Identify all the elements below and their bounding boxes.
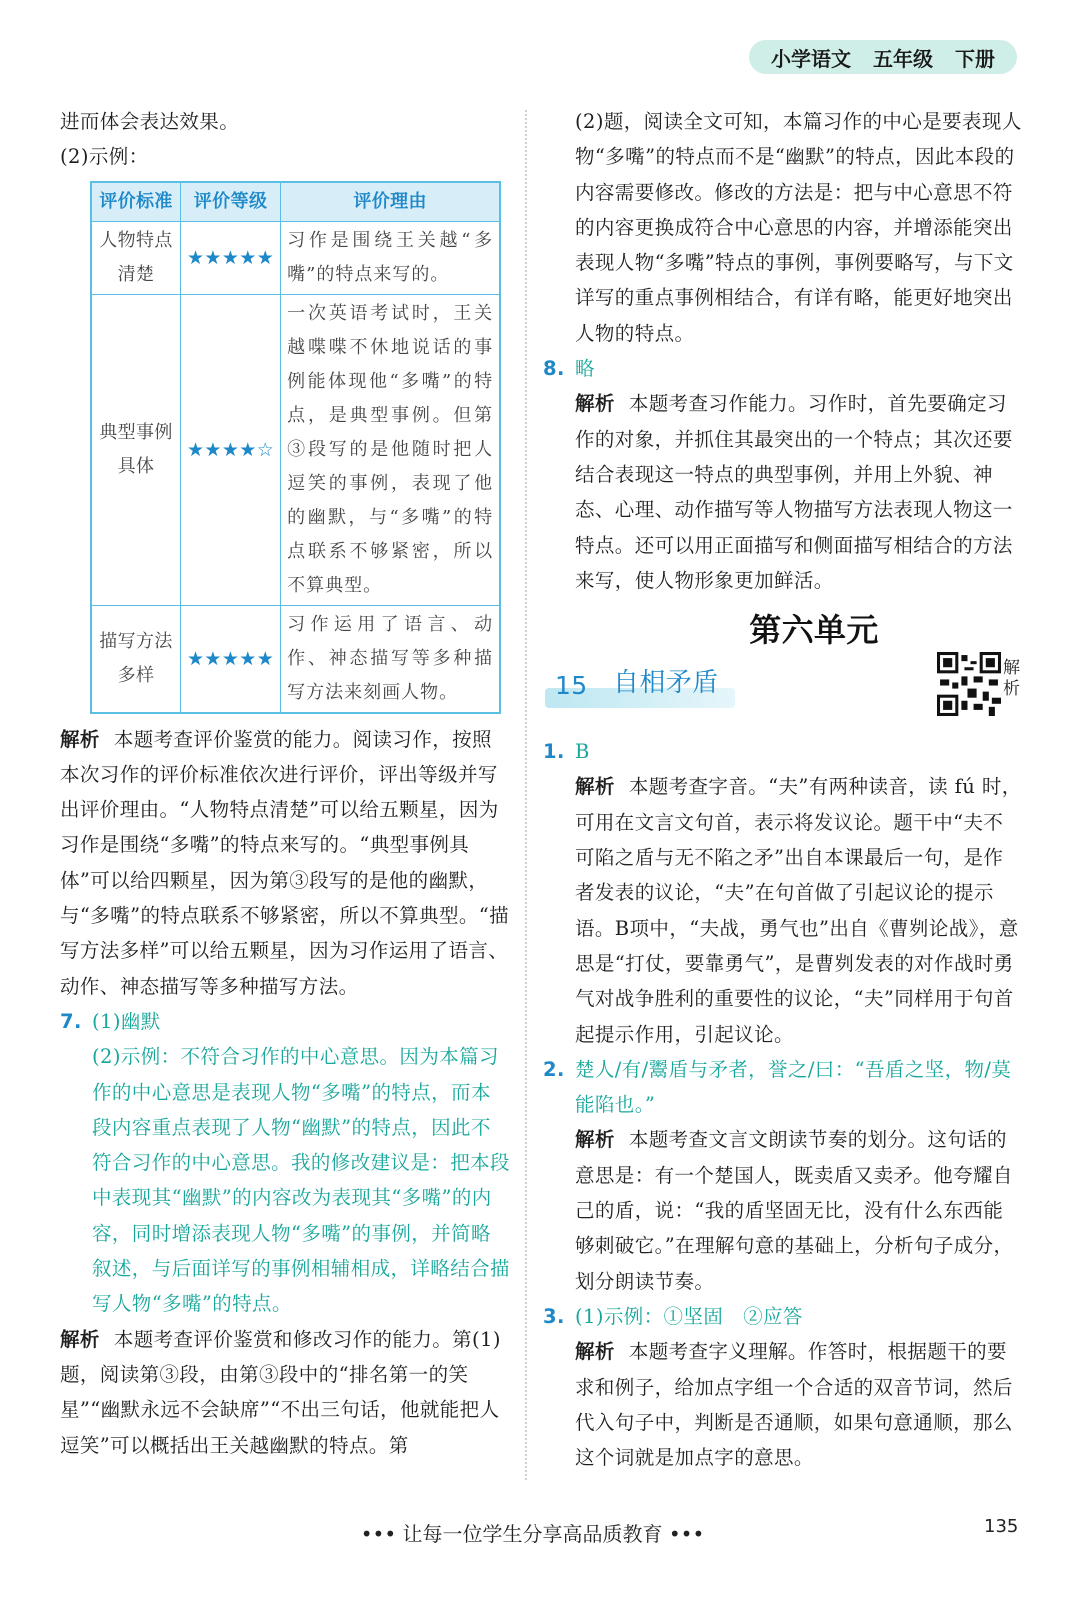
- q7-answer-1: (1)幽默: [92, 1009, 161, 1033]
- analysis-text: 本题考查字义理解。作答时，根据题干的要求和例子，给加点字组一个合适的双音节词，然后代入句子中，判断是否通顺，如果句意通顺，那么这个词就是加点字的意思。: [575, 1340, 1013, 1470]
- table-row: [91, 294, 500, 605]
- analysis-paragraph: [575, 769, 1023, 1051]
- header-volume: 下册: [955, 46, 995, 71]
- analysis-text: 本题考查习作能力。习作时，首先要确定习作的对象，并抓住其最突出的一个特点；其次还要结合表现这一特点的典型事例，并用上外貌、神态、心理、动作描写等人物描写方法表现人物这一特点。还可以用正面描写和侧面描写相结合的方法来写，使人物形象更加鲜活。: [575, 392, 1013, 592]
- qr-analysis-label: 解析: [1003, 658, 1021, 700]
- analysis-label: 解析: [60, 1327, 100, 1351]
- analysis-label: 解析: [60, 727, 100, 751]
- lesson-number: 15: [555, 671, 588, 701]
- example-label: (2)示例：: [60, 145, 149, 169]
- table-cell-stars: ★★★★★: [181, 605, 281, 713]
- analysis-text: 本题考查评价鉴赏和修改习作的能力。第(1)题，阅读第③段，由第③段中的“排名第一的笑星”“幽默永远不会缺席”“不出三句话，他就能把人逗笑”可以概括出王关越幽默的特点。第: [60, 1327, 501, 1457]
- table-header-criterion: 评价标准: [91, 182, 181, 222]
- page-header-tag: [749, 40, 1017, 74]
- table-cell-reason: 习作运用了语言、动作、神态描写等多种描写方法来刻画人物。: [281, 605, 501, 713]
- question-number: 8.: [543, 357, 565, 381]
- analysis-paragraph: [60, 722, 510, 1004]
- table-row: [91, 605, 500, 713]
- column-divider: [525, 110, 527, 1480]
- page-number: 135: [984, 1516, 1019, 1537]
- question-8: [543, 351, 1023, 386]
- analysis-paragraph: [575, 386, 1023, 598]
- qr-code-icon[interactable]: [937, 652, 1001, 716]
- evaluation-table: [90, 181, 501, 714]
- table-cell-criterion: 人物特点清楚: [91, 221, 181, 294]
- q2-answer: 楚人/有/鬻盾与矛者，誉之/曰：“吾盾之坚，物/莫能陷也。”: [575, 1057, 1012, 1117]
- analysis-label: 解析: [575, 1340, 615, 1364]
- analysis-paragraph: [575, 1122, 1023, 1298]
- analysis-paragraph: [575, 1334, 1023, 1475]
- table-cell-stars: ★★★★★: [181, 221, 281, 294]
- unit-title: 第六单元: [749, 611, 879, 650]
- analysis-text: 本题考查字音。“夫”有两种读音，读 fú 时，可用在文言文句首，表示将发议论。题干中“夫不可陷之盾与无不陷之矛”出自本课最后一句，是作者发表的议论，“夫”在句首做了引起议论的提示语。B项中，“夫战，勇气也”出自《曹刿论战》，意思是“打仗，要靠勇气”，是曹刿发表的对作战时勇气对战争胜利的重要性的议论，“夫”同样用于句首起提示作用，引起议论。: [575, 775, 1022, 1046]
- question-number: 1.: [543, 740, 565, 764]
- lesson-heading: [555, 658, 1023, 734]
- q1-answer: B: [575, 740, 590, 764]
- analysis-text: 本题考查文言文朗读节奏的划分。这句话的意思是：有一个楚国人，既卖盾又卖矛。他夸耀自己的盾，说：“我的盾坚固无比，没有什么东西能够刺破它。”在理解句意的基础上，分析句子成分，划分朗读节奏。: [575, 1128, 1014, 1293]
- intro-text: 进而体会表达效果。: [60, 110, 240, 133]
- q8-answer: 略: [575, 357, 595, 381]
- q7-answer-2: (2)示例：不符合习作的中心意思。因为本篇习作的中心意思是表现人物“多嘴”的特点，而本段内容重点表现了人物“幽默”的特点，因此不符合习作的中心意思。我的修改建议是：把本段中表现其“幽默”的内容改为表现其“多嘴”的内容，同时增添表现人物“多嘴”的事例，并简略叙述，与后面详写的事例相辅相成，详略结合描写人物“多嘴”的特点。: [92, 1045, 510, 1316]
- table-cell-reason: 一次英语考试时，王关越喋喋不休地说话的事例能体现他“多嘴”的特点，是典型事例。但第③段写的是他随时把人逗笑的事例，表现了他的幽默，与“多嘴”的特点联系不够紧密，所以不算典型。: [281, 294, 501, 605]
- table-cell-reason: 习作是围绕王关越“多嘴”的特点来写的。: [281, 221, 501, 294]
- table-cell-criterion: 描写方法多样: [91, 605, 181, 713]
- header-subject: 小学语文: [771, 46, 851, 71]
- question-1: [543, 734, 1023, 769]
- right-column: [543, 104, 1023, 1475]
- analysis-label: 解析: [575, 1128, 615, 1152]
- continued-analysis: (2)题，阅读全文可知，本篇习作的中心是要表现人物“多嘴”的特点而不是“幽默”的特点，因此本段的内容需要修改。修改的方法是：把与中心意思不符的内容更换成符合中心意思的内容，并增添能突出表现人物“多嘴”特点的事例，事例要略写，与下文详写的重点事例相结合，有详有略，能更好地突出人物的特点。: [575, 110, 1022, 345]
- table-header-row: [91, 182, 500, 222]
- header-grade: 五年级: [873, 46, 933, 71]
- question-2: [543, 1052, 1023, 1123]
- analysis-label: 解析: [575, 392, 615, 416]
- lesson-title: 自相矛盾: [613, 668, 719, 699]
- table-header-reason: 评价理由: [281, 182, 501, 222]
- question-7: [60, 1004, 510, 1039]
- question-3: [543, 1299, 1023, 1334]
- footer-slogan: ••• 让每一位学生分享高品质教育 •••: [360, 1522, 705, 1546]
- table-cell-stars: ★★★★☆: [181, 294, 281, 605]
- analysis-text: 本题考查评价鉴赏的能力。阅读习作，按照本次习作的评价标准依次进行评价，评出等级并写出评价理由。“人物特点清楚”可以给五颗星，因为习作是围绕“多嘴”的特点来写的。“典型事例具体”可以给四颗星，因为第③段写的是他的幽默，与“多嘴”的特点联系不够紧密，所以不算典型。“描写方法多样”可以给五颗星，因为习作运用了语言、动作、神态描写等多种描写方法。: [60, 727, 510, 998]
- analysis-paragraph: [60, 1322, 510, 1463]
- left-column: [60, 104, 510, 1463]
- question-number: 7.: [60, 1009, 82, 1033]
- question-number: 2.: [543, 1057, 565, 1081]
- table-row: [91, 221, 500, 294]
- analysis-label: 解析: [575, 775, 615, 799]
- table-header-level: 评价等级: [181, 182, 281, 222]
- q3-answer: (1)示例：①坚固 ②应答: [575, 1304, 803, 1328]
- table-cell-criterion: 典型事例具体: [91, 294, 181, 605]
- question-number: 3.: [543, 1304, 565, 1328]
